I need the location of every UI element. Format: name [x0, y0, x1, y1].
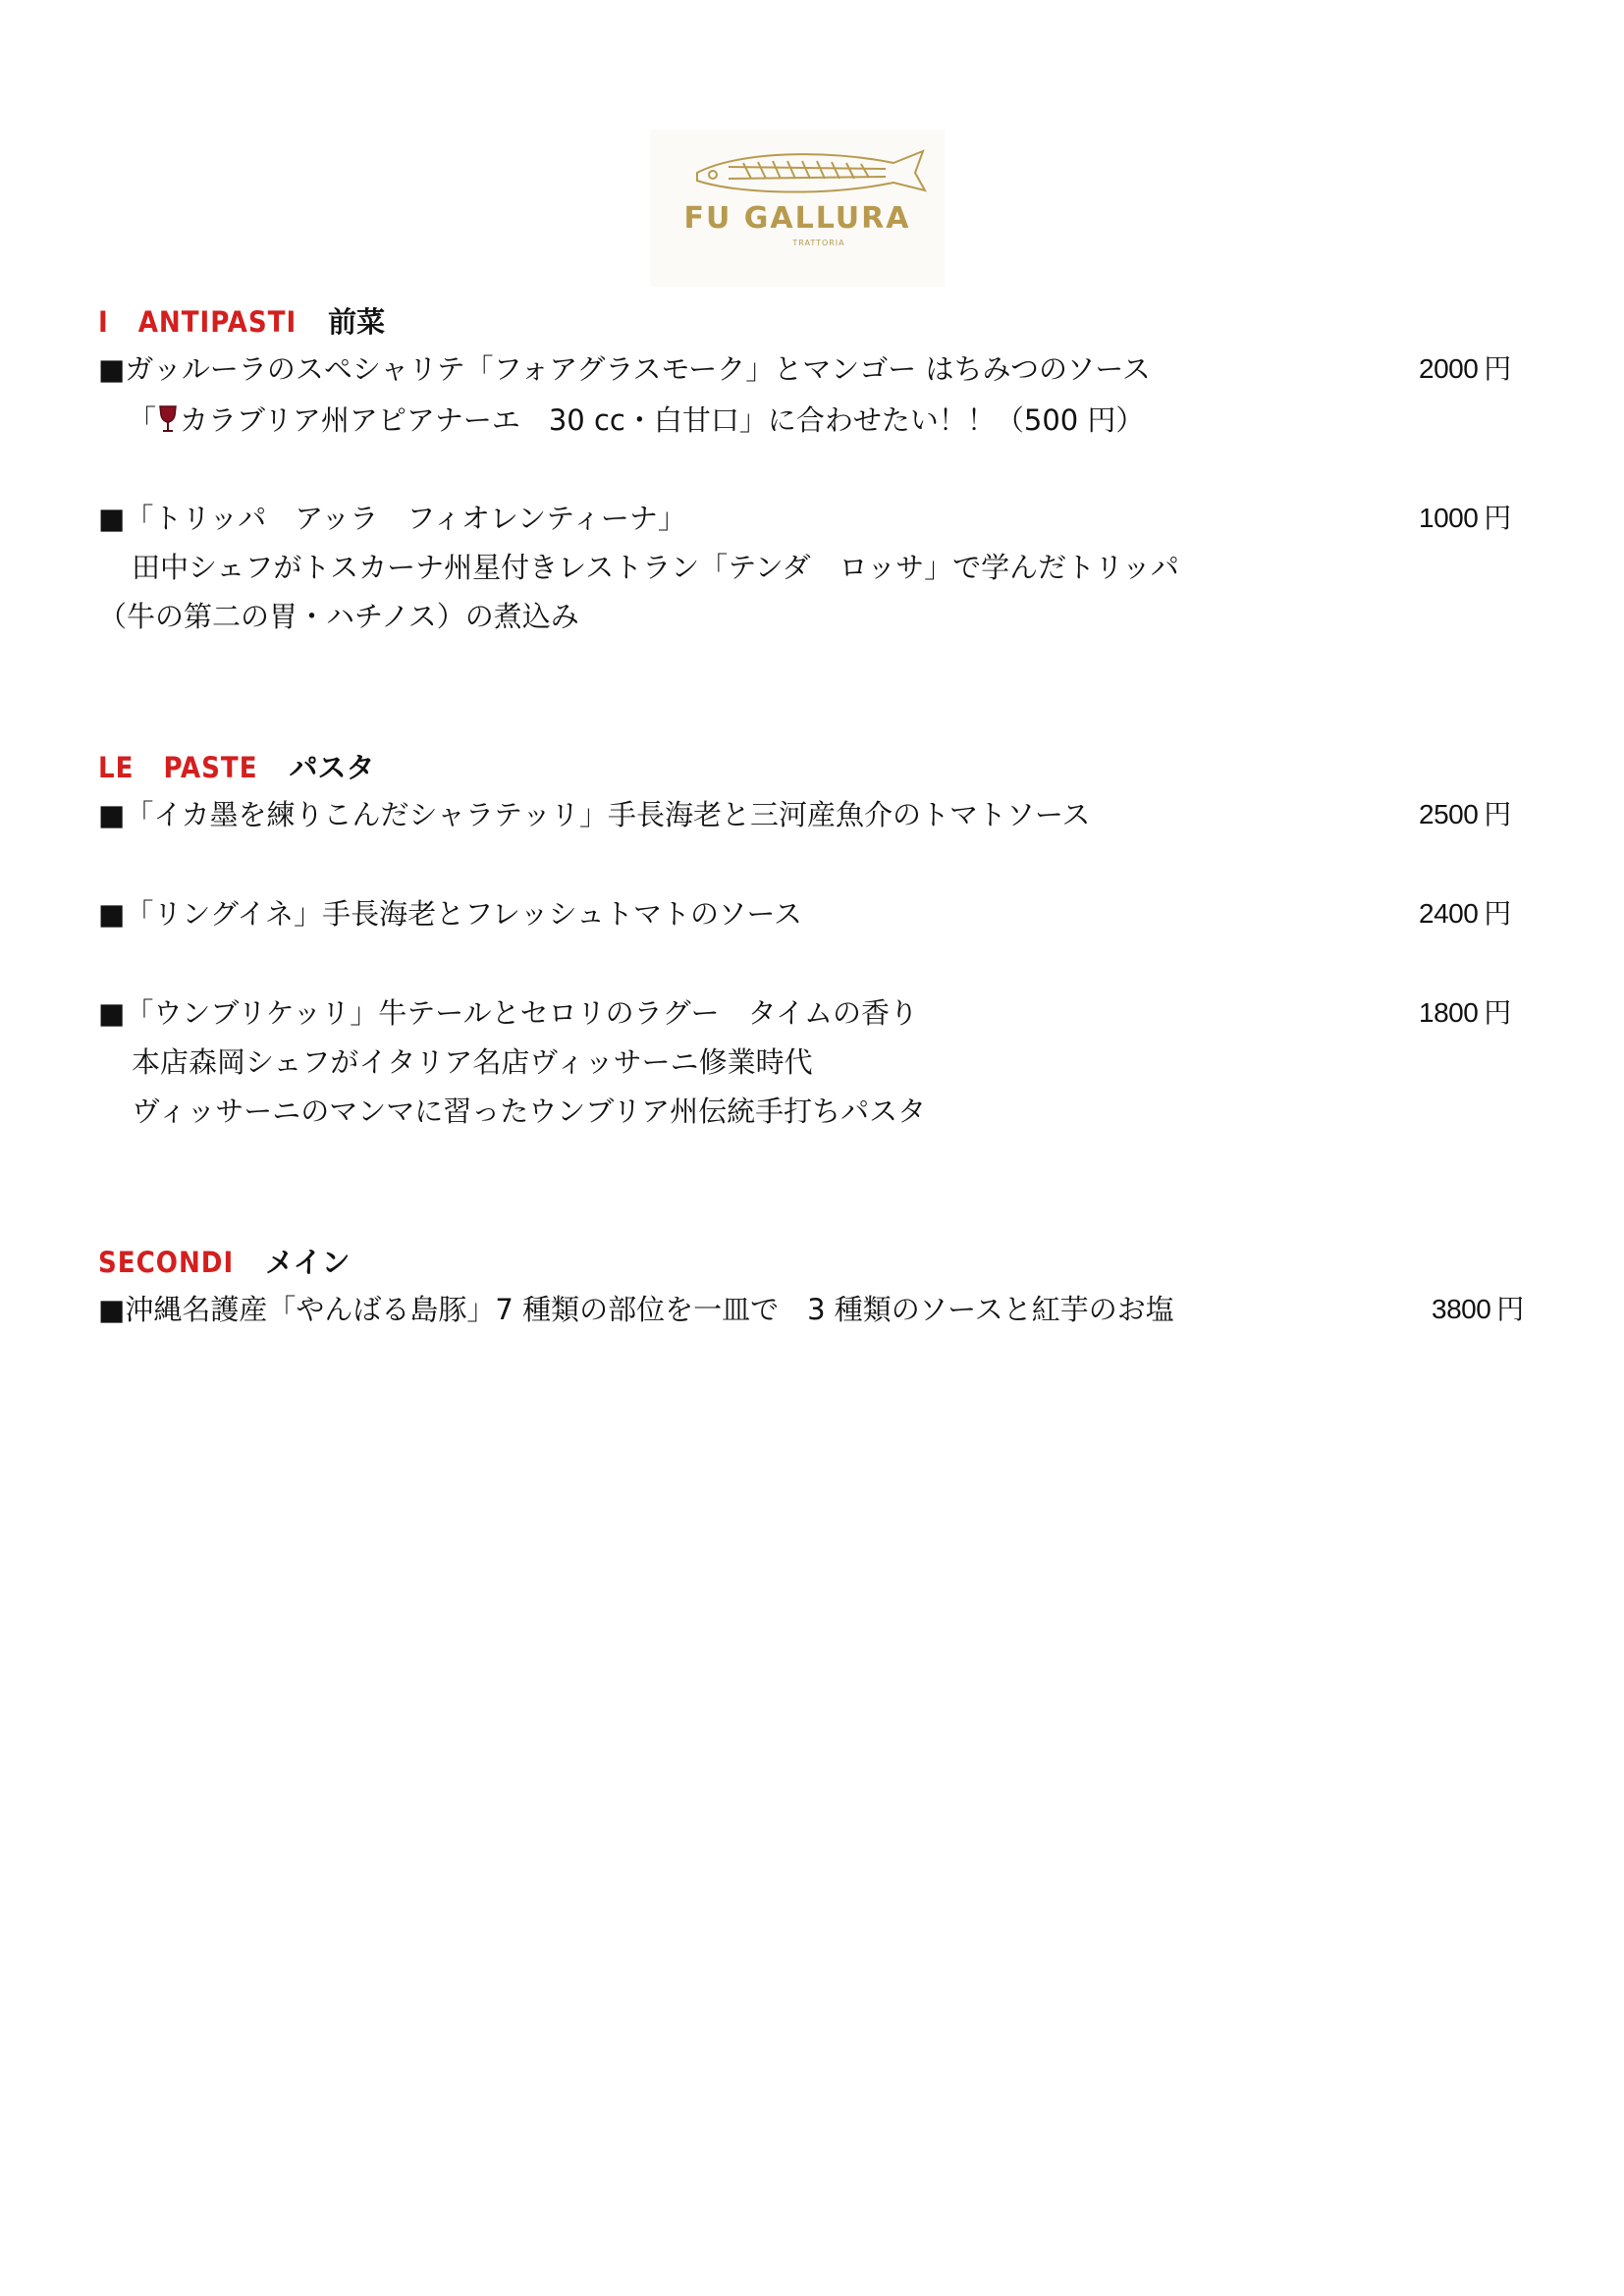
- price-currency: 円: [1484, 897, 1511, 930]
- menu-item-name: ■「ウンブリケッリ」牛テールとセロリのラグー タイムの香り: [98, 996, 919, 1030]
- price-currency: 円: [1484, 996, 1511, 1029]
- pairing-bracket: 「: [128, 403, 157, 437]
- price-currency: 円: [1484, 352, 1511, 385]
- price-value: 3800: [1432, 1294, 1491, 1324]
- menu-item-description: 田中シェフがトスカーナ州星付きレストラン「テンダ ロッサ」で学んだトリッパ: [132, 551, 1179, 584]
- logo-wordmark: FU GALLURA: [683, 201, 911, 236]
- restaurant-logo: [650, 130, 945, 287]
- price-currency: 円: [1484, 798, 1511, 830]
- menu-item-name: ■「イカ墨を練りこんだシャラテッリ」手長海老と三河産魚介のトマトソース: [98, 798, 1091, 831]
- price-value: 2000: [1419, 353, 1479, 384]
- menu-item-name: ■ガッルーラのスペシャリテ「フォアグラスモーク」とマンゴー はちみつのソース: [98, 352, 1151, 386]
- section-heading-antipasti: [98, 300, 385, 341]
- section-title-en: I ANTIPASTI: [98, 305, 298, 339]
- price-value: 2500: [1419, 799, 1479, 829]
- wine-pairing: [128, 400, 1144, 440]
- menu-item-price: [1419, 993, 1511, 1033]
- price-currency: 円: [1496, 1293, 1524, 1325]
- section-title-ja: メイン: [265, 1246, 351, 1279]
- menu-item-price: [1432, 1290, 1524, 1329]
- section-title-ja: 前菜: [328, 305, 386, 339]
- section-title-ja: パスタ: [289, 751, 375, 784]
- section-title-en: LE PASTE: [98, 751, 258, 784]
- price-value: 2400: [1419, 898, 1479, 929]
- menu-item-name: ■「リングイネ」手長海老とフレッシュトマトのソース: [98, 897, 803, 931]
- menu-item-price: [1419, 349, 1511, 389]
- price-value: 1800: [1419, 997, 1479, 1028]
- wine-glass-icon: [156, 404, 180, 434]
- menu-item-price: [1419, 499, 1511, 538]
- menu-item-price: [1419, 894, 1511, 934]
- menu-item-name: ■「トリッパ アッラ フィオレンティーナ」: [98, 502, 686, 535]
- section-heading-paste: [98, 746, 375, 786]
- section-heading-secondi: [98, 1241, 351, 1281]
- menu-item-description: ヴィッサーニのマンマに習ったウンブリア州伝統手打ちパスタ: [132, 1095, 927, 1128]
- menu-item-price: [1419, 795, 1511, 834]
- section-title-en: SECONDI: [98, 1246, 235, 1279]
- price-currency: 円: [1484, 502, 1511, 534]
- logo-subtitle: TRATTORIA: [792, 239, 845, 247]
- menu-item-description: 本店森岡シェフがイタリア名店ヴィッサーニ修業時代: [132, 1045, 813, 1079]
- pairing-text: カラブリア州アピアナーエ 30 cc・白甘口」に合わせたい！！（500 円）: [180, 403, 1145, 437]
- menu-item-description: （牛の第二の胃・ハチノス）の煮込み: [98, 600, 579, 633]
- price-value: 1000: [1419, 503, 1479, 533]
- menu-item-name: ■沖縄名護産「やんばる島豚」7 種類の部位を一皿で 3 種類のソースと紅芋のお塩: [98, 1293, 1174, 1326]
